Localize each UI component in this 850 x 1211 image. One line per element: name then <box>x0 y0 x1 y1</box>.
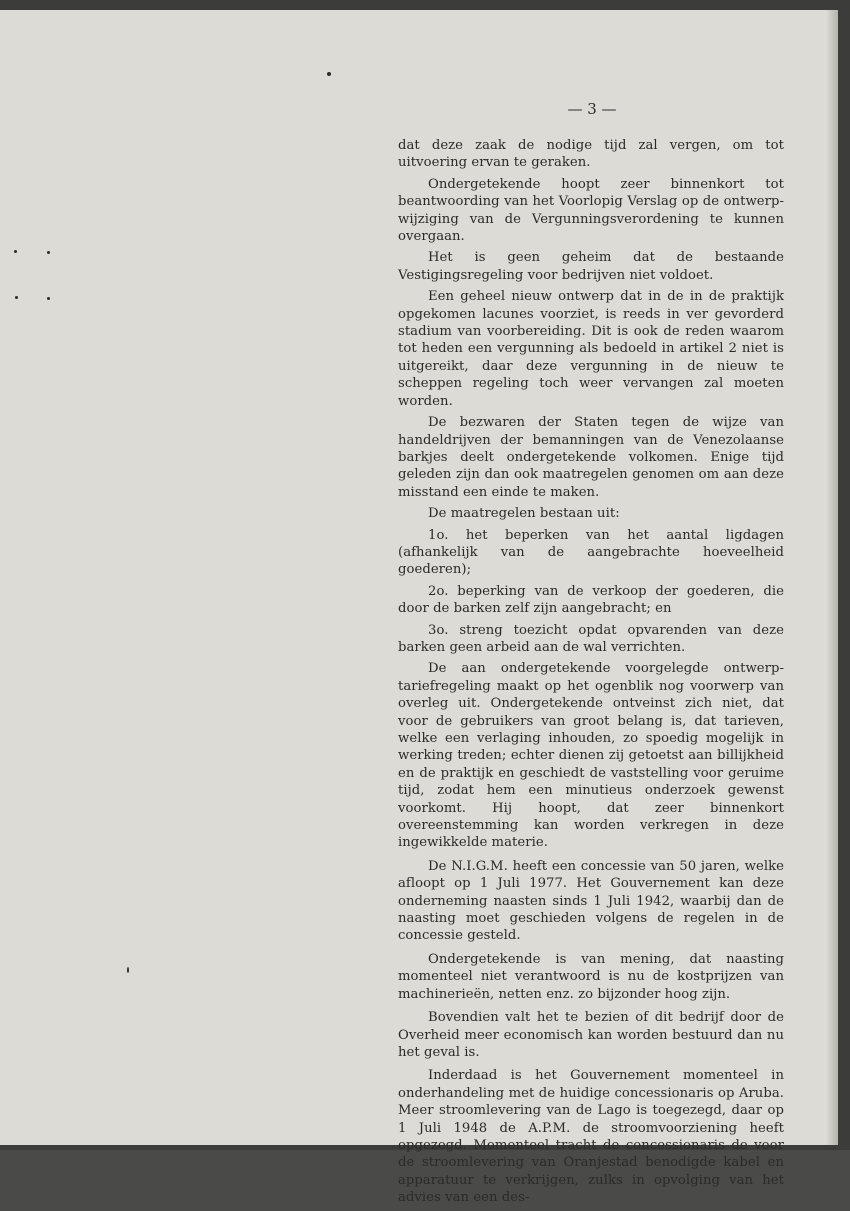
list-item: 3o. streng toezicht opdat opvarenden van deze barken geen arbeid aan de wal verrichten. <box>398 622 784 655</box>
ink-speck <box>47 251 50 254</box>
document-page <box>0 10 838 1206</box>
list-item: 2o. beperking van de verkoop der goederen, die door de barken zelf zijn aangebracht; en <box>398 583 784 617</box>
body-text <box>398 137 784 1211</box>
paragraph: De maatregelen bestaan uit: <box>428 506 620 522</box>
paragraph: Ondergetekende is van mening, dat naasting momenteel niet verantwoord is nu de kostprijzen van machinerieën, netten enz. zo bijzonder hoog zijn. <box>398 951 784 1002</box>
ink-speck <box>47 297 50 300</box>
paragraph: Inderdaad is het Gouvernement momenteel in onderhandeling met de huidige concessionaris op Aruba. Meer stroomlevering van de Lago is toegezegd, daar op 1 Juli 1948 de A.P.M. de stroomvoorziening heeft opgezegd. Momenteel tracht de concessionaris de voor de stroomlevering van Oranjestad benodigde kabel en apparatuur te verkrijgen, zulks in opvolging van het advies van een des- <box>398 1068 784 1206</box>
list-item: 1o. het beperken van het aantal ligdagen (afhankelijk van de aangebrachte hoeveelheid goederen); <box>398 527 784 578</box>
page-number: — 3 — <box>567 100 617 118</box>
paragraph: De bezwaren der Staten tegen de wijze van handeldrijven der bemanningen van de Venezolaanse barkjes deelt ondergetekende volkomen. Enige tijd geleden zijn dan ook maatregelen genomen om aan deze misstand een einde te maken. <box>398 415 784 500</box>
paragraph: Een geheel nieuw ontwerp dat in de in de praktijk opgekomen lacunes voorziet, is reeds in ver gevorderd stadium van voorbereiding. Dit is ook de reden waarom tot heden een vergunning als bedoeld in artikel 2 niet is uitgereikt, daar deze vergunning in de nieuw te scheppen regeling toch weer vervangen zal moeten worden. <box>398 289 784 409</box>
paragraph: Bovendien valt het te bezien of dit bedrijf door de Overheid meer economisch kan worden bestuurd dan nu het geval is. <box>398 1010 784 1060</box>
paragraph: Ondergetekende hoopt zeer binnenkort tot beantwoording van het Voorlopig Verslag op de ontwerp-wijziging van de Vergunningsverordening te kunnen overgaan. <box>398 176 784 245</box>
ink-speck <box>15 296 18 299</box>
paragraph: dat deze zaak de nodige tijd zal vergen, om tot uitvoering ervan te geraken. <box>398 138 784 171</box>
page-edge-shadow <box>826 10 838 1145</box>
paragraph: De aan ondergetekende voorgelegde ontwerp-tariefregeling maakt op het ogenblik nog voorwerp van overleg uit. Ondergetekende ontveinst zich niet, dat voor de gebruikers van groot belang is, dat tarieven, welke een verlaging inhouden, zo spoedig mogelijk in werking treden; echter dienen zij getoetst aan billijkheid en de praktijk en geschiedt de vaststelling voor geruime tijd, zodat hem een minutieus onderzoek gewenst voorkomt. Hij hoopt, dat zeer binnenkort overeenstemming kan worden verkregen in deze ingewikkelde materie. <box>398 661 784 851</box>
paragraph: Het is geen geheim dat de bestaande Vestigingsregeling voor bedrijven niet voldoet. <box>398 250 784 283</box>
ink-speck <box>127 967 129 973</box>
ink-speck <box>327 72 331 76</box>
ink-speck <box>14 250 17 253</box>
paragraph: De N.I.G.M. heeft een concessie van 50 jaren, welke afloopt op 1 Juli 1977. Het Gouvernement kan deze onderneming naasten sinds 1 Juli 1942, waarbij dan de naasting moet geschieden volgens de regelen in de concessie gesteld. <box>398 858 784 944</box>
